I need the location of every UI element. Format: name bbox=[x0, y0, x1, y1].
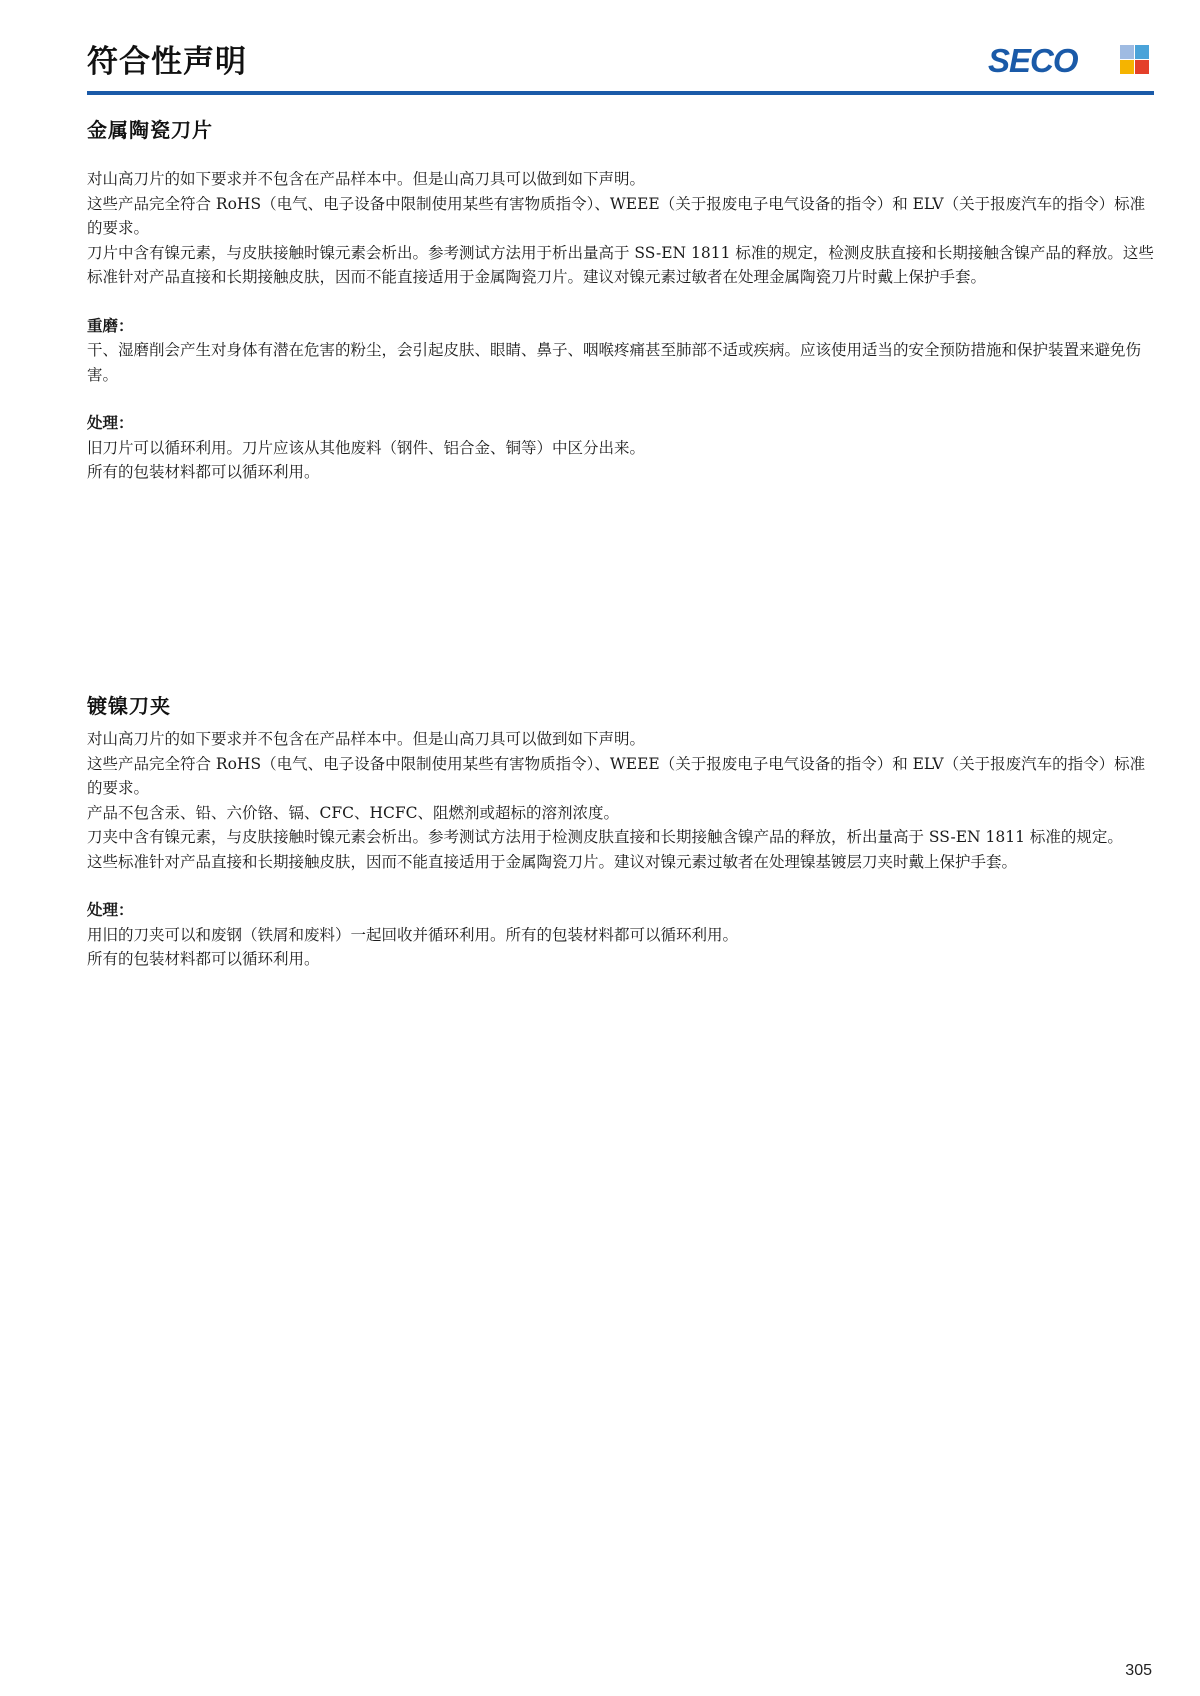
page-number: 305 bbox=[1125, 1662, 1152, 1679]
paragraph: 干、湿磨削会产生对身体有潜在危害的粉尘，会引起皮肤、眼睛、鼻子、咽喉疼痛甚至肺部不适或疾病。应该使用适当的安全预防措施和保护装置来避免伤害。 bbox=[87, 341, 1142, 384]
subheading-disposal: 处理： bbox=[87, 900, 134, 919]
page-title: 符合性声明 bbox=[87, 44, 247, 80]
paragraph: 所有的包装材料都可以循环利用。 bbox=[87, 950, 320, 968]
subheading-grinding: 重磨： bbox=[87, 315, 134, 335]
paragraph: 刀夹中含有镍元素，与皮肤接触时镍元素会析出。参考测试方法用于检测皮肤直接和长期接触含镍产品的释放，析出量高于 SS-EN 1811 标准的规定。 bbox=[87, 828, 1123, 846]
paragraph: 对山高刀片的如下要求并不包含在产品样本中。但是山高刀具可以做到如下声明。 bbox=[87, 730, 646, 748]
header-divider bbox=[87, 91, 1154, 95]
paragraph: 所有的包装材料都可以循环利用。 bbox=[87, 463, 320, 481]
paragraph: 刀片中含有镍元素，与皮肤接触时镍元素会析出。参考测试方法用于析出量高于 SS-EN 1811 标准的规定，检测皮肤直接和长期接触含镍产品的释放。这些标准针对产品直接和长期接触皮肤，因而不能直接适用于金属陶瓷刀片。建议对镍元素过敏者在处理金属陶瓷刀片时戴上保护手套。 bbox=[87, 243, 1154, 286]
subheading-disposal: 处理： bbox=[87, 413, 134, 432]
section-cermet-inserts bbox=[87, 114, 1157, 485]
logo-wordmark: SECO bbox=[988, 42, 1078, 78]
paragraph: 这些产品完全符合 RoHS（电气、电子设备中限制使用某些有害物质指令）、WEEE（关于报废电子电气设备的指令）和 ELV（关于报废汽车的指令）标准的要求。 bbox=[87, 754, 1146, 797]
seco-logo bbox=[988, 42, 1153, 78]
paragraph: 产品不包含汞、铅、六价铬、镉、CFC、HCFC、阻燃剂或超标的溶剂浓度。 bbox=[87, 803, 619, 822]
paragraph: 用旧的刀夹可以和废钢（铁屑和废料）一起回收并循环利用。所有的包装材料都可以循环利用。 bbox=[87, 925, 739, 944]
section-title: 镀镍刀夹 bbox=[87, 694, 171, 718]
paragraph: 旧刀片可以循环利用。刀片应该从其他废料（钢件、铝合金、铜等）中区分出来。 bbox=[87, 438, 646, 457]
section-title: 金属陶瓷刀片 bbox=[87, 118, 213, 142]
paragraph: 对山高刀片的如下要求并不包含在产品样本中。但是山高刀具可以做到如下声明。 bbox=[87, 170, 646, 188]
section-nickel-plated-holders bbox=[87, 690, 1157, 972]
paragraph: 这些标准针对产品直接和长期接触皮肤，因而不能直接适用于金属陶瓷刀片。建议对镍元素过敏者在处理镍基镀层刀夹时戴上保护手套。 bbox=[87, 852, 1018, 871]
paragraph: 这些产品完全符合 RoHS（电气、电子设备中限制使用某些有害物质指令）、WEEE（关于报废电子电气设备的指令）和 ELV（关于报废汽车的指令）标准的要求。 bbox=[87, 194, 1146, 237]
